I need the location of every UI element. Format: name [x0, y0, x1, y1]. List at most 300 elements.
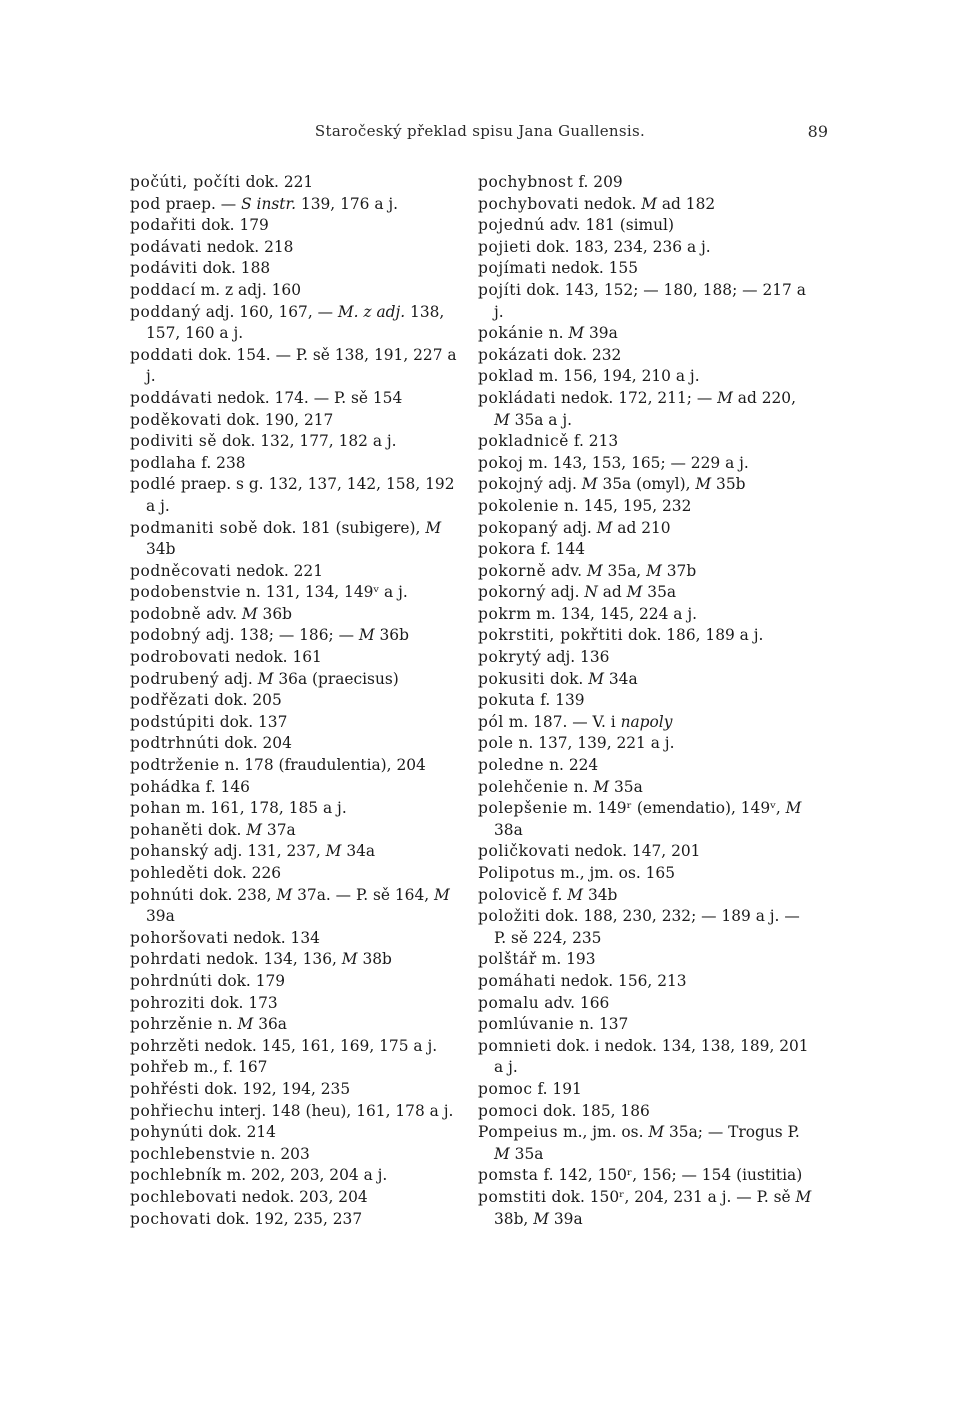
entry-italic: M	[717, 388, 733, 407]
entry-text: m. 143, 153, 165; — 229 a j.	[523, 453, 749, 472]
entry-headword: poděkovati	[130, 410, 222, 429]
entry-headword: pole	[478, 734, 514, 753]
entry-headword: pomoc	[478, 1079, 533, 1098]
entry-text: f. 144	[535, 540, 586, 559]
entry-text: 36b	[374, 626, 409, 645]
entry-headword: pohrzěnie	[130, 1015, 213, 1034]
entry-italic: M	[341, 950, 358, 969]
entry-text: m. 134, 145, 224 a j.	[531, 604, 697, 623]
dictionary-entry	[130, 733, 460, 755]
dictionary-entry	[130, 993, 460, 1015]
dictionary-entry	[478, 712, 816, 734]
dictionary-entry	[130, 474, 460, 517]
entry-headword: pohroziti	[130, 993, 206, 1012]
entry-text: f.	[547, 885, 568, 904]
entry-text: dok. 214	[203, 1123, 276, 1142]
entry-text: n. 224	[544, 756, 599, 775]
entry-headword: podáviti	[130, 259, 198, 278]
entry-headword: podřězati	[130, 691, 210, 710]
entry-italic: N	[584, 583, 598, 602]
entry-headword: položiti	[478, 907, 541, 926]
entry-text: 35a	[642, 583, 677, 602]
entry-text: m., f. 167	[188, 1058, 268, 1077]
entry-text: ad	[597, 583, 627, 602]
entry-headword: podiviti sě	[130, 432, 218, 451]
dictionary-entry	[130, 798, 460, 820]
entry-italic: S instr.	[241, 194, 297, 213]
entry-text: nedok. 134, 136,	[201, 950, 342, 969]
dictionary-entry	[478, 1187, 816, 1230]
entry-headword: Pompeius	[478, 1123, 559, 1142]
entry-text: dok. 188	[197, 259, 271, 278]
entry-text: 139, 176 a j.	[296, 194, 399, 213]
dictionary-entry	[478, 561, 816, 583]
dictionary-entry	[130, 1209, 460, 1231]
dictionary-entry	[130, 561, 460, 583]
dictionary-entry	[130, 388, 460, 410]
entry-text: adv.	[201, 604, 242, 623]
entry-text: dok. 185, 186	[538, 1101, 650, 1120]
entry-text: adj.	[219, 669, 258, 688]
entry-headword: podněcovati	[130, 561, 232, 580]
entry-headword: poddaný	[130, 302, 201, 321]
dictionary-entry	[478, 885, 816, 907]
dictionary-entry	[478, 647, 816, 669]
entry-text: nedok. 156, 213	[555, 971, 687, 990]
entry-text: adj. 131, 237,	[208, 842, 326, 861]
entry-text: nedok. 147, 201	[569, 842, 701, 861]
entry-italic: M	[276, 885, 293, 904]
dictionary-entry	[478, 1122, 816, 1165]
entry-text: 38b	[357, 950, 392, 969]
entry-text: dok. 179	[196, 216, 269, 235]
entry-italic: M	[795, 1187, 812, 1206]
entry-headword: pochybovati	[478, 194, 580, 213]
entry-text: f. 213	[568, 432, 619, 451]
running-header	[0, 122, 960, 146]
entry-text: praep. —	[160, 194, 242, 213]
entry-italic: napoly	[620, 712, 673, 731]
entry-headword: pokrstiti, pokřtiti	[478, 626, 624, 645]
dictionary-entry	[130, 1144, 460, 1166]
dictionary-entry	[478, 777, 816, 799]
entry-italic: M	[626, 583, 643, 602]
dictionary-entry	[130, 518, 460, 561]
entry-text: dok. 132, 177, 182 a j.	[217, 432, 397, 451]
entry-text: nedok. 221	[231, 561, 323, 580]
entry-headword: pokuta	[478, 691, 536, 710]
entry-text: 34a	[603, 669, 638, 688]
entry-headword: podobně	[130, 604, 202, 623]
entry-headword: podávati	[130, 237, 202, 256]
dictionary-entry	[478, 906, 816, 949]
entry-text: n. 203	[255, 1144, 310, 1163]
entry-headword: počúti, počíti	[130, 173, 241, 191]
entry-headword: poddati	[130, 345, 194, 364]
entry-italic: M	[494, 1144, 510, 1163]
entry-italic: M	[494, 410, 510, 429]
entry-headword: pomsta	[478, 1166, 539, 1185]
entry-text: ad 210	[612, 518, 671, 537]
dictionary-entry	[478, 237, 816, 259]
dictionary-entry	[478, 366, 816, 388]
entry-text: n.	[212, 1015, 238, 1034]
dictionary-entry	[130, 1101, 460, 1123]
dictionary-entry	[130, 1165, 460, 1187]
entry-text: dok. 173	[205, 993, 278, 1012]
dictionary-entry	[130, 345, 460, 388]
entry-text: adv.	[546, 561, 587, 580]
entry-italic: M	[593, 777, 610, 796]
entry-text: m., jm. os. 165	[555, 864, 675, 882]
dictionary-entry	[130, 258, 460, 280]
entry-italic: M	[596, 518, 613, 537]
entry-text: 36a	[253, 1015, 287, 1034]
entry-text: m. 156, 194, 210 a j.	[534, 367, 700, 386]
dictionary-entry	[130, 690, 460, 712]
entry-text: 36b	[257, 604, 292, 623]
right-column	[478, 172, 816, 1230]
entry-headword: poličkovati	[478, 842, 570, 861]
entry-headword: pohaněti	[130, 820, 204, 839]
entry-text: n. 131, 134, 149ᵛ a j.	[241, 583, 408, 602]
dictionary-entry	[130, 820, 460, 842]
entry-text: nedok. 145, 161, 169, 175 a j.	[199, 1036, 438, 1055]
dictionary-entry	[478, 625, 816, 647]
entry-text: dok. 183, 234, 236 a j.	[531, 237, 711, 256]
dictionary-entry	[478, 798, 816, 841]
dictionary-entry	[130, 453, 460, 475]
entry-text: f. 191	[532, 1079, 582, 1098]
entry-text: praep. s g. 132, 137, 142, 158, 192 a j.	[146, 475, 455, 515]
entry-italic: M	[434, 885, 450, 904]
dictionary-entry	[478, 863, 816, 885]
entry-headword: podstúpiti	[130, 712, 215, 731]
dictionary-entry	[130, 410, 460, 432]
dictionary-entry	[478, 453, 816, 475]
entry-text: 35a; — Trogus P.	[664, 1123, 800, 1142]
dictionary-entry	[478, 474, 816, 496]
entry-text: dok. 226	[208, 864, 282, 882]
entry-text: adj. 136	[541, 648, 610, 667]
entry-text: nedok. 134	[228, 928, 320, 947]
entry-text: dok. 232	[548, 345, 622, 364]
dictionary-entry	[130, 625, 460, 647]
dictionary-entry	[478, 496, 816, 518]
entry-text: ad 182	[656, 194, 716, 213]
entry-headword: pohanský	[130, 842, 209, 861]
entry-italic: M	[785, 799, 802, 818]
entry-italic: M	[237, 1015, 254, 1034]
entry-headword: pomstiti	[478, 1187, 547, 1206]
entry-headword: pohnúti	[130, 885, 195, 904]
entry-headword: Polipotus	[478, 864, 556, 882]
entry-text: 35a a j.	[509, 410, 573, 429]
dictionary-entry	[478, 172, 816, 194]
entry-text: nedok. 218	[201, 237, 294, 256]
dictionary-entry	[130, 582, 460, 604]
entry-headword: pohřeb	[130, 1058, 189, 1077]
entry-text: dok. 188, 230, 232; — 189 a j. — P. sě 224, 235	[494, 907, 800, 947]
entry-text: 35a (omyl),	[597, 475, 696, 494]
dictionary-entry	[130, 1187, 460, 1209]
entry-headword: pól	[478, 712, 504, 731]
entry-italic: M. z adj.	[337, 302, 406, 321]
dictionary-entry	[130, 280, 460, 302]
entry-headword: pokázati	[478, 345, 549, 364]
entry-headword: pokojný	[478, 475, 544, 494]
entry-headword: pokrytý	[478, 648, 542, 667]
entry-headword: podlaha	[130, 453, 197, 472]
entry-headword: podobný	[130, 626, 201, 645]
dictionary-entry	[478, 194, 816, 216]
entry-text: 36a (praecisus)	[273, 669, 399, 688]
dictionary-entry	[130, 237, 460, 259]
entry-text: dok. 221	[240, 173, 314, 191]
entry-text: 38b,	[494, 1209, 534, 1228]
entry-text: 37a	[262, 820, 296, 839]
entry-headword: pohoršovati	[130, 928, 229, 947]
entry-text: n. 178 (fraudulentia), 204	[219, 756, 426, 775]
dictionary-entry	[130, 712, 460, 734]
entry-text: adj. 160, 167, —	[200, 302, 338, 321]
dictionary-entry	[478, 669, 816, 691]
entry-text: 138, 157, 160 a j.	[146, 302, 445, 343]
entry-headword: poledne	[478, 756, 545, 775]
entry-headword: pohrzěti	[130, 1036, 200, 1055]
entry-text: dok. 179	[212, 971, 286, 990]
dictionary-entry	[130, 777, 460, 799]
entry-text: dok.	[545, 669, 589, 688]
entry-headword: podařiti	[130, 216, 197, 235]
entry-text: ad 220,	[732, 388, 796, 407]
entry-text: n.	[568, 777, 594, 796]
entry-text: dok. i nedok. 134, 138, 189, 201 a j.	[494, 1036, 809, 1077]
dictionary-entry	[478, 1165, 816, 1187]
dictionary-entry	[478, 258, 816, 280]
entry-headword: pohřésti	[130, 1079, 200, 1098]
entry-text: f. 238	[196, 453, 246, 472]
entry-text: 38a	[494, 820, 523, 839]
entry-text: dok. 238,	[194, 885, 277, 904]
dictionary-entry	[130, 194, 460, 216]
dictionary-entry	[478, 582, 816, 604]
entry-italic: M	[325, 842, 342, 861]
entry-text: dok. 154. — P. sě 138, 191, 227 a j.	[146, 345, 457, 386]
dictionary-entry	[130, 1057, 460, 1079]
entry-headword: pochlebník	[130, 1166, 222, 1185]
dictionary-entry	[478, 949, 816, 971]
entry-text: f. 146	[200, 777, 250, 796]
entry-text: n. 145, 195, 232	[559, 496, 692, 515]
entry-text: dok. 205	[209, 691, 282, 710]
entry-headword: polovicě	[478, 885, 548, 904]
entry-text: 35a,	[602, 561, 647, 580]
entry-italic: M	[358, 626, 375, 645]
entry-headword: pochlebenstvie	[130, 1144, 256, 1163]
entry-text: m. 202, 203, 204 a j.	[221, 1166, 388, 1185]
dictionary-entry	[478, 733, 816, 755]
dictionary-entry	[478, 280, 816, 323]
header-title: Staročeský překlad spisu Jana Guallensis.	[314, 122, 646, 140]
dictionary-entry	[478, 971, 816, 993]
entry-text: dok. 137	[214, 712, 288, 731]
dictionary-entry	[130, 172, 460, 194]
entry-italic: M	[581, 475, 598, 494]
dictionary-entry	[478, 518, 816, 540]
entry-text: n.	[543, 324, 569, 343]
entry-headword: pomáhati	[478, 971, 556, 990]
entry-text: adj.	[545, 583, 585, 602]
entry-italic: M	[568, 324, 585, 343]
entry-italic: M	[241, 604, 258, 623]
entry-headword: pomoci	[478, 1101, 539, 1120]
entry-text: m., jm. os.	[558, 1123, 649, 1142]
entry-headword: pojíti	[478, 280, 522, 299]
entry-italic: M	[646, 561, 662, 580]
entry-text: nedok. 155	[546, 259, 639, 278]
entry-headword: polepšenie	[478, 799, 568, 818]
entry-headword: poklad	[478, 367, 534, 386]
entry-headword: pokusiti	[478, 669, 546, 688]
entry-text: dok. 190, 217	[221, 410, 334, 429]
dictionary-entry	[478, 388, 816, 431]
dictionary-entry	[478, 323, 816, 345]
entry-headword: pohádka	[130, 777, 201, 796]
entry-text: f. 209	[573, 173, 623, 191]
entry-headword: pokládati	[478, 388, 557, 407]
entry-headword: pokladnicě	[478, 432, 569, 451]
entry-text: dok. 186, 189 a j.	[623, 626, 764, 645]
entry-headword: poddávati	[130, 388, 213, 407]
entry-headword: pojímati	[478, 259, 547, 278]
entry-text: 35a	[509, 1144, 544, 1163]
dictionary-entry	[130, 885, 460, 928]
entry-headword: podmaniti sobě	[130, 518, 259, 537]
entry-text: dok. 204	[219, 734, 292, 753]
entry-text: 34b	[583, 885, 618, 904]
entry-headword: podtrženie	[130, 756, 220, 775]
entry-text: m. 149ʳ (emendatio), 149ᵛ,	[567, 799, 786, 818]
entry-italic: M	[648, 1123, 665, 1142]
dictionary-entry	[130, 841, 460, 863]
entry-italic: M	[533, 1209, 549, 1228]
left-column	[130, 172, 460, 1230]
entry-text: m. 187. — V. i	[503, 712, 621, 731]
entry-text: m. 193	[536, 950, 596, 969]
entry-headword: podrubený	[130, 669, 220, 688]
entry-text: nedok. 203, 204	[236, 1187, 368, 1206]
entry-headword: pokorný	[478, 583, 546, 602]
dictionary-entry	[478, 1036, 816, 1079]
entry-text: 34b	[146, 540, 176, 559]
dictionary-entry	[130, 1079, 460, 1101]
entry-headword: pomnieti	[478, 1036, 552, 1055]
dictionary-entry	[130, 1036, 460, 1058]
entry-text: n. 137	[574, 1015, 629, 1034]
dictionary-entry	[478, 1101, 816, 1123]
entry-headword: pochovati	[130, 1209, 212, 1228]
entry-headword: pokrm	[478, 604, 532, 623]
dictionary-entry	[478, 993, 816, 1015]
entry-text: dok. 192, 194, 235	[199, 1079, 351, 1098]
entry-text: 35b	[711, 475, 746, 494]
entry-headword: pochlebovati	[130, 1187, 237, 1206]
entry-text: 34a	[341, 842, 376, 861]
entry-headword: pokoj	[478, 453, 524, 472]
entry-text: n. 137, 139, 221 a j.	[513, 734, 675, 753]
entry-text: adj. 138; — 186; —	[200, 626, 359, 645]
entry-italic: M	[567, 885, 584, 904]
dictionary-entry	[478, 604, 816, 626]
entry-headword: podlé	[130, 475, 177, 494]
entry-text: interj. 148 (heu), 161, 178 a j.	[214, 1101, 454, 1120]
dictionary-entry	[478, 1079, 816, 1101]
entry-headword: pokopaný	[478, 518, 559, 537]
entry-italic: M	[588, 669, 604, 688]
dictionary-entry	[130, 215, 460, 237]
dictionary-entry	[130, 604, 460, 626]
dictionary-entry	[130, 302, 460, 345]
entry-text: 35a	[609, 777, 643, 796]
entry-headword: pod	[130, 194, 161, 213]
entry-text: f. 142, 150ʳ, 156; — 154 (iustitia)	[538, 1166, 803, 1185]
entry-text: adv. 181 (simul)	[544, 216, 674, 235]
dictionary-entry	[478, 345, 816, 367]
entry-headword: pochybnost	[478, 173, 574, 191]
entry-text: 39a	[549, 1209, 583, 1228]
dictionary-entry	[478, 1014, 816, 1036]
dictionary-entry	[130, 1014, 460, 1036]
entry-text: adj.	[543, 475, 582, 494]
entry-headword: pomalu	[478, 993, 540, 1012]
entry-headword: pojednú	[478, 216, 545, 235]
entry-headword: pokánie	[478, 324, 544, 343]
entry-headword: poddací	[130, 280, 196, 299]
entry-italic: M	[425, 518, 442, 537]
entry-headword: polehčenie	[478, 777, 569, 796]
dictionary-entry	[478, 215, 816, 237]
entry-text: m. z adj. 160	[195, 280, 301, 299]
dictionary-entry	[130, 971, 460, 993]
entry-text: dok. 181 (subigere),	[258, 518, 426, 537]
entry-headword: polštář	[478, 950, 537, 969]
entry-text: dok. 150ʳ, 204, 231 a j. — P. sě	[546, 1187, 796, 1206]
entry-text: adj.	[558, 518, 597, 537]
entry-headword: pohleděti	[130, 864, 209, 882]
entry-text: dok. 143, 152; — 180, 188; — 217 a j.	[494, 280, 806, 321]
entry-text: 37a. — P. sě 164,	[292, 885, 435, 904]
dictionary-entry	[478, 841, 816, 863]
dictionary-entry	[130, 431, 460, 453]
entry-headword: pokolenie	[478, 496, 560, 515]
dictionary-entry	[130, 863, 460, 885]
dictionary-entry	[130, 928, 460, 950]
dictionary-entry	[130, 755, 460, 777]
entry-headword: pohrdnúti	[130, 971, 213, 990]
entry-headword: podtrhnúti	[130, 734, 220, 753]
entry-text: 37b	[661, 561, 697, 580]
entry-text: m. 161, 178, 185 a j.	[181, 799, 347, 818]
entry-italic: M	[246, 820, 263, 839]
entry-text: nedok. 174. — P. sě 154	[212, 388, 403, 407]
entry-headword: podobenstvie	[130, 583, 242, 602]
dictionary-entry	[130, 1122, 460, 1144]
dictionary-entry	[478, 431, 816, 453]
entry-text: adv. 166	[539, 993, 610, 1012]
entry-headword: podrobovati	[130, 648, 231, 667]
entry-headword: pohan	[130, 799, 182, 818]
